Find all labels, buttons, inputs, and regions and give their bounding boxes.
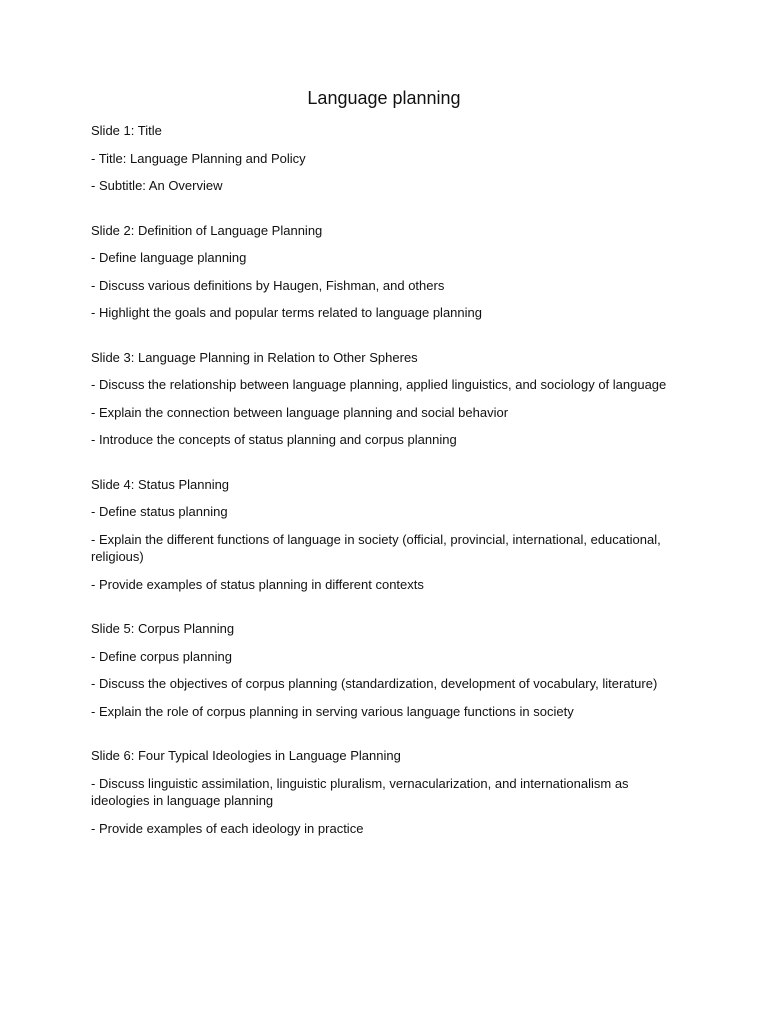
slide-bullet: - Explain the connection between language planning and social behavior	[91, 404, 509, 420]
document-body	[91, 122, 681, 864]
slide-section	[91, 122, 681, 195]
slide-bullet: - Highlight the goals and popular terms related to language planning	[91, 305, 482, 320]
slide-bullet: - Discuss various definitions by Haugen, Fishman, and others	[91, 277, 445, 293]
slide-bullet: - Explain the role of corpus planning in serving various language functions in society	[91, 703, 574, 719]
slide-bullet: - Discuss the objectives of corpus planning (standardization, development of vocabulary, literature)	[91, 676, 658, 691]
slide-section	[91, 222, 681, 322]
slide-section	[91, 620, 681, 720]
slide-bullet: - Define status planning	[91, 504, 228, 519]
slide-heading: Slide 3: Language Planning in Relation to Other Spheres	[91, 349, 418, 365]
slide-bullet: - Discuss the relationship between language planning, applied linguistics, and sociology of language	[91, 377, 667, 392]
slide-bullet: - Define language planning	[91, 250, 247, 265]
slide-bullet: - Define corpus planning	[91, 648, 232, 664]
slide-bullet: - Provide examples of each ideology in practice	[91, 820, 364, 836]
document-title: Language planning	[307, 88, 461, 108]
slide-section	[91, 747, 681, 837]
slide-bullet: - Title: Language Planning and Policy	[91, 150, 306, 166]
slide-heading: Slide 6: Four Typical Ideologies in Language Planning	[91, 748, 401, 763]
slide-heading: Slide 4: Status Planning	[91, 476, 230, 492]
slide-section	[91, 476, 681, 594]
slide-bullet: - Explain the different functions of language in society (official, provincial, international, educational, religious)	[91, 531, 661, 564]
slide-bullet: - Provide examples of status planning in different contexts	[91, 576, 424, 592]
slide-heading: Slide 1: Title	[91, 123, 162, 138]
slide-heading: Slide 5: Corpus Planning	[91, 621, 235, 636]
slide-bullet: - Introduce the concepts of status planning and corpus planning	[91, 432, 457, 447]
slide-bullet: - Subtitle: An Overview	[91, 178, 223, 193]
slide-bullet: - Discuss linguistic assimilation, linguistic pluralism, vernacularization, and internationalism as ideologies in language planning	[91, 775, 629, 808]
slide-heading: Slide 2: Definition of Language Planning	[91, 222, 323, 238]
slide-section	[91, 349, 681, 449]
